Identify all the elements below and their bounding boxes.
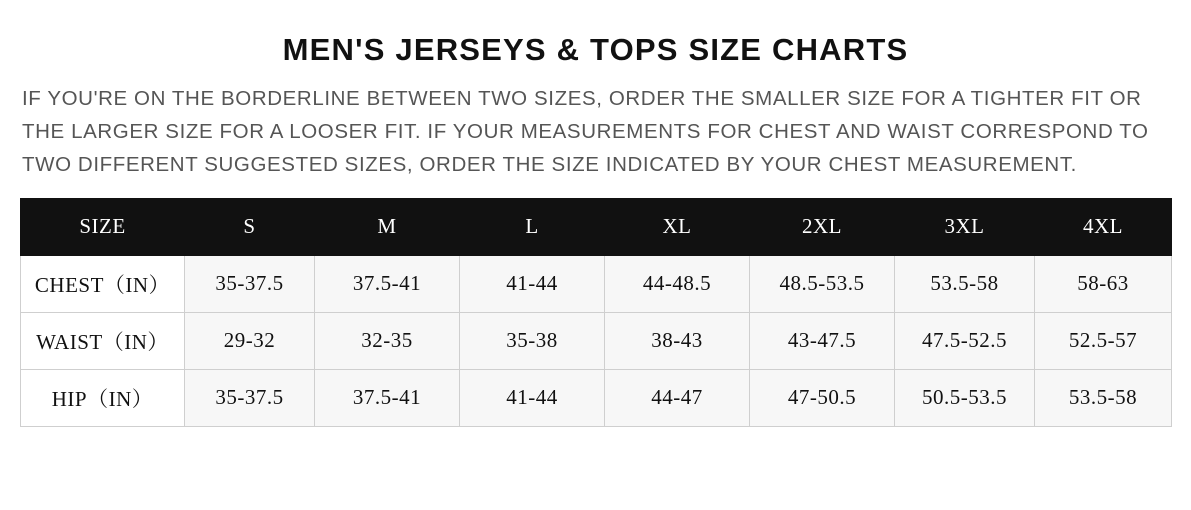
cell-hip-4xl: 53.5-58: [1035, 369, 1172, 426]
cell-chest-3xl: 53.5-58: [895, 255, 1035, 312]
cell-waist-3xl: 47.5-52.5: [895, 312, 1035, 369]
cell-chest-2xl: 48.5-53.5: [750, 255, 895, 312]
cell-hip-s: 35-37.5: [185, 369, 315, 426]
page-title: MEN'S JERSEYS & TOPS SIZE CHARTS: [282, 32, 909, 67]
cell-chest-xl: 44-48.5: [605, 255, 750, 312]
cell-hip-xl: 44-47: [605, 369, 750, 426]
cell-hip-l: 41-44: [460, 369, 605, 426]
column-header-m: M: [315, 198, 460, 255]
cell-waist-4xl: 52.5-57: [1035, 312, 1172, 369]
cell-hip-m: 37.5-41: [315, 369, 460, 426]
column-header-3xl: 3XL: [895, 198, 1035, 255]
cell-waist-s: 29-32: [185, 312, 315, 369]
cell-waist-m: 32-35: [315, 312, 460, 369]
cell-chest-m: 37.5-41: [315, 255, 460, 312]
column-header-xl: XL: [605, 198, 750, 255]
column-header-size: SIZE: [21, 198, 185, 255]
cell-hip-3xl: 50.5-53.5: [895, 369, 1035, 426]
cell-chest-l: 41-44: [460, 255, 605, 312]
row-label-chest: CHEST（IN）: [21, 255, 185, 312]
column-header-4xl: 4XL: [1035, 198, 1172, 255]
size-chart-table: [20, 198, 1172, 427]
table-row: [21, 369, 1172, 426]
cell-chest-4xl: 58-63: [1035, 255, 1172, 312]
cell-waist-2xl: 43-47.5: [750, 312, 895, 369]
table-header-row: [21, 198, 1172, 255]
column-header-l: L: [460, 198, 605, 255]
cell-waist-l: 35-38: [460, 312, 605, 369]
cell-hip-2xl: 47-50.5: [750, 369, 895, 426]
table-row: [21, 255, 1172, 312]
cell-waist-xl: 38-43: [605, 312, 750, 369]
intro-paragraph: IF YOU'RE ON THE BORDERLINE BETWEEN TWO SIZES, ORDER THE SMALLER SIZE FOR A TIGHTER FIT OR THE LARGER SIZE FOR A LOOSER FIT. IF YOUR MEASUREMENTS FOR CHEST AND WAIST CORRESPOND TO TWO DIFFERENT SUGGESTED SIZES, ORDER THE SIZE INDICATED BY YOUR CHEST MEASUREMENT.: [22, 87, 1149, 177]
table-row: [21, 312, 1172, 369]
column-header-s: S: [185, 198, 315, 255]
column-header-2xl: 2XL: [750, 198, 895, 255]
row-label-hip: HIP（IN）: [21, 369, 185, 426]
cell-chest-s: 35-37.5: [185, 255, 315, 312]
row-label-waist: WAIST（IN）: [21, 312, 185, 369]
